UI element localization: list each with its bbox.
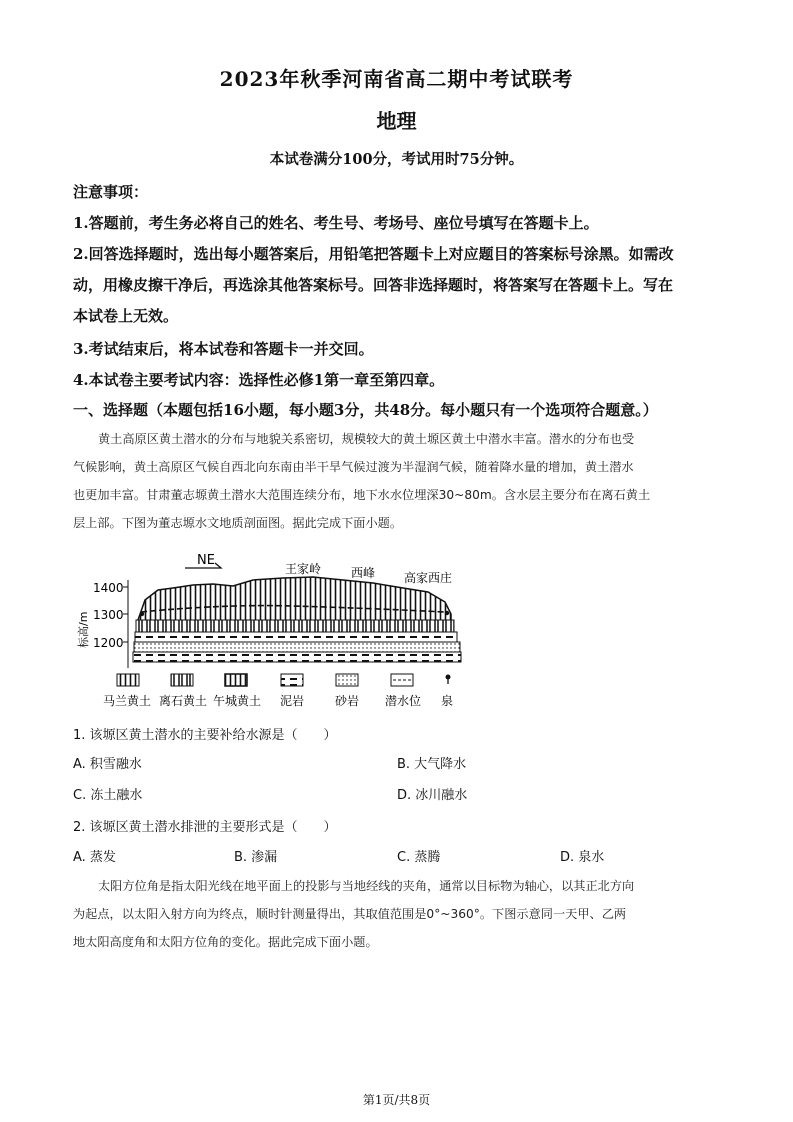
note-item-2-line-2: 动，用橡皮擦干净后，再选涂其他答案标号。回答非选择题时，将答案写在答题卡上。写在 — [73, 276, 674, 294]
question-1-option-b[interactable]: B. 大气降水 — [397, 757, 467, 772]
legend-label: 马兰黄土 — [103, 694, 152, 708]
section-heading: 一、选择题（本题包括16小题，每小题3分，共48分。每小题只有一个选项符合题意。） — [73, 401, 658, 419]
spring-icon — [140, 612, 144, 616]
question-1-option-a[interactable]: A. 积雪融水 — [73, 757, 142, 772]
y-axis-label: 标高/m — [77, 611, 90, 648]
question-2-option-d[interactable]: D. 泉水 — [560, 850, 605, 865]
subject-title: 地理 — [376, 109, 417, 133]
note-item-2-line-3: 本试卷上无效。 — [73, 307, 179, 325]
exam-info: 本试卷满分100分，考试用时75分钟。 — [269, 151, 524, 168]
exam-title: 2023年秋季河南省高二期中考试联考 — [219, 67, 574, 91]
y-tick-label: 1400 — [93, 581, 124, 595]
water-table-swatch-icon — [391, 674, 413, 686]
question-1-option-c[interactable]: C. 冻土融水 — [73, 788, 143, 803]
passage-1-line: 也更加丰富。甘肃董志塬黄土潜水大范围连续分布，地下水水位埋深30~80m。含水层主要分布在离石黄土 — [73, 488, 651, 502]
lishi-loess-layer — [136, 620, 454, 632]
question-2-option-c[interactable]: C. 蒸腾 — [397, 850, 441, 865]
passage-2-line: 为起点，以太阳入射方向为终点，顺时针测量得出，其取值范围是0°~360°。下图示意同一天甲、乙两 — [73, 907, 627, 921]
note-item-4: 4.本试卷主要考试内容：选择性必修1第一章至第四章。 — [73, 371, 445, 389]
place-label: 王家岭 — [285, 562, 322, 576]
y-tick-label: 1200 — [93, 636, 124, 650]
direction-label: NE — [197, 553, 215, 568]
passage-1-line: 黄土高原区黄土潜水的分布与地貌关系密切，规模较大的黄土塬区黄土中潜水丰富。潜水的分布也受 — [98, 432, 635, 446]
passage-1-line: 层上部。下图为董志塬水文地质剖面图。据此完成下面小题。 — [73, 516, 403, 530]
passage-2-line: 地太阳高度角和太阳方位角的变化。据此完成下面小题。 — [73, 935, 378, 949]
note-item-1: 1.答题前，考生务必将自己的姓名、考生号、考场号、座位号填写在答题卡上。 — [73, 214, 599, 232]
passage-2 — [73, 872, 719, 956]
legend — [103, 674, 453, 708]
lishi-loess-swatch — [171, 674, 193, 686]
malan-loess-swatch — [117, 674, 139, 686]
bottom-mudstone-layer — [133, 652, 461, 662]
spring-swatch-icon — [446, 675, 451, 685]
legend-label: 潜水位 — [385, 694, 422, 708]
page-number: 第1页/共8页 — [362, 1093, 431, 1107]
question-1-option-d[interactable]: D. 冰川融水 — [397, 788, 468, 803]
spring-icon — [445, 611, 449, 615]
legend-label: 泉 — [441, 694, 454, 708]
sandstone-swatch — [336, 674, 358, 686]
passage-1 — [73, 425, 719, 537]
place-label: 西峰 — [351, 566, 376, 580]
note-item-3: 3.考试结束后，将本试卷和答题卡一并交回。 — [73, 340, 374, 358]
cross-section-figure — [73, 550, 493, 715]
question-2-option-a[interactable]: A. 蒸发 — [73, 850, 116, 865]
wucheng-loess-swatch — [225, 674, 247, 686]
mudstone-swatch — [281, 674, 303, 686]
note-item-2-line-1: 2.回答选择题时，选出每小题答案后，用铅笔把答题卡上对应题目的答案标号涂黑。如需改 — [73, 245, 674, 263]
passage-1-line: 气候影响，黄土高原区气候自西北向东南由半干旱气候过渡为半湿润气候，随着降水量的增加，黄土潜水 — [73, 460, 634, 474]
question-2-option-b[interactable]: B. 渗漏 — [234, 850, 278, 865]
mudstone-layer — [135, 632, 457, 642]
legend-label: 离石黄土 — [159, 694, 208, 708]
notes-heading: 注意事项： — [73, 183, 149, 201]
sandstone-layer — [134, 642, 460, 652]
passage-2-line: 太阳方位角是指太阳光线在地平面上的投影与当地经线的夹角，通常以目标物为轴心，以其正北方向 — [98, 879, 635, 893]
place-label: 高家西庄 — [404, 571, 453, 585]
question-1-stem: 1. 该塬区黄土潜水的主要补给水源是（ ） — [73, 728, 337, 743]
legend-label: 砂岩 — [335, 694, 360, 708]
legend-label: 午城黄土 — [213, 694, 262, 708]
question-2-stem: 2. 该塬区黄土潜水排泄的主要形式是（ ） — [73, 820, 337, 835]
legend-label: 泥岩 — [280, 694, 305, 708]
y-tick-label: 1300 — [93, 608, 124, 622]
